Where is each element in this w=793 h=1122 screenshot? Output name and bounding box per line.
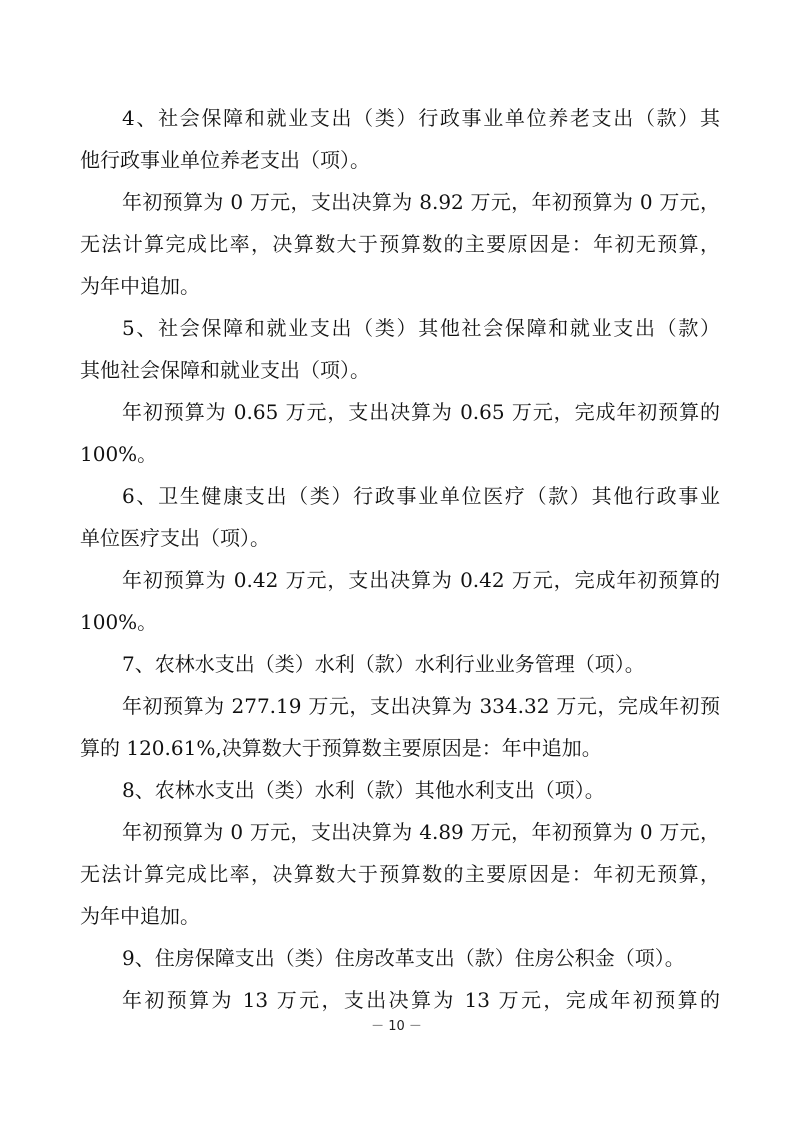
- item-4-heading: 4、社会保障和就业支出（类）行政事业单位养老支出（款）其: [122, 106, 720, 130]
- item-5-heading-cont: 其他社会保障和就业支出（项）。: [80, 358, 370, 382]
- item-9-heading: 9、住房保障支出（类）住房改革支出（款）住房公积金（项）。: [122, 946, 685, 970]
- item-8-detail-cont: 无法计算完成比率，决算数大于预算数的主要原因是：年初无预算，: [80, 862, 720, 886]
- item-7-detail-end: 算的 120.61%,决算数大于预算数主要原因是：年中追加。: [80, 736, 602, 760]
- item-6-heading-cont: 单位医疗支出（项）。: [80, 526, 270, 550]
- item-4-detail: 年初预算为 0 万元，支出决算为 8.92 万元，年初预算为 0 万元，: [122, 190, 720, 214]
- item-9-detail: 年初预算为 13 万元，支出决算为 13 万元，完成年初预算的: [122, 988, 720, 1012]
- item-8-detail: 年初预算为 0 万元，支出决算为 4.89 万元，年初预算为 0 万元，: [122, 820, 720, 844]
- item-5-detail-end: 100%。: [80, 442, 158, 466]
- page-number: － 10 －: [371, 1019, 422, 1034]
- item-6-heading: 6、卫生健康支出（类）行政事业单位医疗（款）其他行政事业: [122, 484, 720, 508]
- item-8-heading: 8、农林水支出（类）水利（款）其他水利支出（项）。: [122, 778, 605, 802]
- item-4-detail-end: 为年中追加。: [80, 274, 200, 298]
- item-5-detail: 年初预算为 0.65 万元，支出决算为 0.65 万元，完成年初预算的: [122, 400, 720, 424]
- item-6-detail: 年初预算为 0.42 万元，支出决算为 0.42 万元，完成年初预算的: [122, 568, 720, 592]
- item-6-detail-end: 100%。: [80, 610, 158, 634]
- item-4-detail-cont: 无法计算完成比率，决算数大于预算数的主要原因是：年初无预算，: [80, 232, 720, 256]
- item-7-heading: 7、农林水支出（类）水利（款）水利行业业务管理（项）。: [122, 652, 645, 676]
- item-5-heading: 5、社会保障和就业支出（类）其他社会保障和就业支出（款）: [122, 316, 720, 340]
- item-8-detail-end: 为年中追加。: [80, 904, 200, 928]
- item-4-heading-cont: 他行政事业单位养老支出（项）。: [80, 148, 370, 172]
- item-7-detail: 年初预算为 277.19 万元，支出决算为 334.32 万元，完成年初预: [122, 694, 720, 718]
